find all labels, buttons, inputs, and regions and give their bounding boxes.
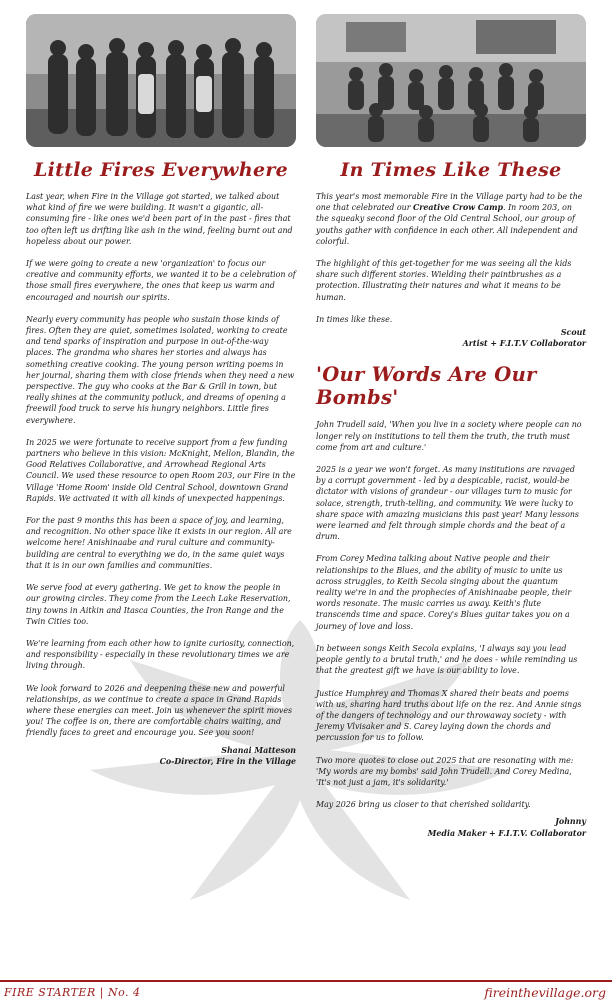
- paragraph: 2025 is a year we won't forget. As many institutions are ravaged by a corrupt government - led by a despicable, racist, would-be dictator with visions of grandeur - our villages turn to music for solace, strength, truth-telling, and community. We were lucky to share space with amazing musicians this past year! Many lessons were learned and felt through simple chords and the beat of a drum.: [316, 465, 579, 542]
- right-column: [316, 0, 586, 839]
- signature-title: Artist + F.I.T.V Collaborator: [462, 339, 586, 349]
- paragraph: Last year, when Fire in the Village got started, we talked about what kind of fire we were building. It wasn't a gigantic, all-consuming fire - like ones we'd been part of in the past - fires that too often left us drifting like ash in the wind, feeling burnt out and hopeless about our power.: [26, 192, 293, 246]
- heading-our-words: 'Our Words Are Our Bombs': [316, 363, 537, 410]
- signature-name: Scout: [560, 328, 586, 338]
- group-photo-youth: [316, 14, 586, 147]
- paragraph: We're learning from each other how to ignite curiosity, connection, and responsibility - especially in these revolutionary times we are living through.: [26, 638, 295, 671]
- paragraph: Nearly every community has people who sustain those kinds of fires. Often they are quiet, sometimes isolated, working to create and tend sparks of inspiration and purpose in out-of-the-way places. The grandma who shares her stories and always has something creative cooking. The young person writing poems in her journal, sharing them with close friends when they need a new perspective. The guy who cooks at the Bar & Grill in town, but really shines at the community potluck, and dreams of opening a freewill food truck to serve his hungry neighbors. Little fires everywhere.: [26, 314, 295, 425]
- paragraph: We serve food at every gathering. We get to know the people in our growing circles. They come from the Leech Lake Reservation, tiny towns in Aitkin and Itasca Counties, the Iron Range and the Twin Cities too.: [26, 583, 291, 626]
- creative-crow-camp: Creative Crow Camp: [412, 203, 504, 213]
- paragraph: Two more quotes to close out 2025 that are resonating with me: 'My words are my bombs' said John Trudell. And Corey Medina, 'It's not just a jam, it's solidarity.': [316, 755, 574, 787]
- paragraph-text: . In room 203, on the squeaky second floor of the Old Central School, our group of youths gather with confidence in each other. All independent and colorful.: [316, 203, 578, 246]
- heading-little-fires: Little Fires Everywhere: [33, 159, 289, 181]
- paragraph: Justice Humphrey and Thomas X shared their beats and poems with us, sharing hard truths about life on the rez. And Annie sings of the dangers of technology and our throwaway society - with Jeremy Vlvisaker and S. Carey laying down the chords and percussion for us to follow.: [316, 688, 582, 743]
- footer-website-link[interactable]: fireinthevillage.org: [484, 985, 606, 1000]
- signature-name: Shanai Matteson: [221, 745, 296, 755]
- footer-issue-label: FIRE STARTER | No. 4: [4, 986, 141, 999]
- paragraph: The highlight of this get-together for me was seeing all the kids share such different stories. Wielding their paintbrushes as a protection. Illustrating their natures and what it means to be human.: [316, 259, 572, 302]
- paragraph: In times like these.: [316, 314, 393, 324]
- paragraph: From Corey Medina talking about Native people and their relationships to the Blues, and the ability of music to unite us across struggles, to Keith Secola singing about the quantum reality we're in and the prophecies of Anishinaabe people, their words resonate. The music carries us away. Keith's flute transcends time and space. Corey's Blues guitar takes you on a journey of love and loss.: [316, 554, 572, 631]
- paragraph: John Trudell said, 'When you live in a society where people can no longer rely on institutions to tell them the truth, the truth must come from art and culture.': [316, 420, 582, 452]
- paragraph-text: This year's most memorable Fire in the Village party had to be the one that celebrated our: [316, 192, 583, 213]
- left-column: [26, 0, 296, 767]
- paragraph: May 2026 bring us closer to that cherished solidarity.: [316, 800, 531, 810]
- signature-title: Co-Director, Fire in the Village: [159, 756, 296, 766]
- paragraph: For the past 9 months this has been a space of joy, and learning, and recognition. No other space like it exists in our region. All are welcome here! Anishinaabe and rural culture and community-building are central to everything we do, in the same quiet ways that it is in our own families and communities.: [26, 516, 292, 570]
- footer-divider: [0, 980, 612, 982]
- paragraph: [316, 191, 586, 247]
- paragraph: In 2025 we were fortunate to receive support from a few funding partners who believe in this vision: McKnight, Mellon, Blandin, the Good Relatives Collaborative, and Arrowhead Regional Arts Council. We used these resource to open Room 203, our Fire in the Village 'Home Room' inside Old Central School, downtown Grand Rapids. We activated it with all kinds of unexpected happenings.: [26, 437, 296, 503]
- heading-in-times-like-these: In Times Like These: [340, 159, 562, 181]
- paragraph: We look forward to 2026 and deepening these new and powerful relationships, as we continue to create a space in Grand Rapids where these energies can meet. Join us whenever the spirit moves you! The coffee is on, there are comfortable chairs waiting, and friendly faces to greet and encourage you. See you soon!: [26, 683, 293, 738]
- group-photo-adults: [26, 14, 296, 147]
- paragraph: If we were going to create a new 'organization' to focus our creative and community efforts, we wanted it to be a celebration of those small fires everywhere, the ones that keep us warm and encouraged and nourish our spirits.: [26, 259, 296, 302]
- paragraph: In between songs Keith Secola explains, 'I always say you lead people gently to a brutal truth,' and he does - while reminding us that the greatest gift we have is our ability to love.: [316, 643, 578, 676]
- signature-title: Media Maker + F.I.T.V. Collaborator: [427, 828, 586, 838]
- signature-name: Johnny: [555, 817, 586, 827]
